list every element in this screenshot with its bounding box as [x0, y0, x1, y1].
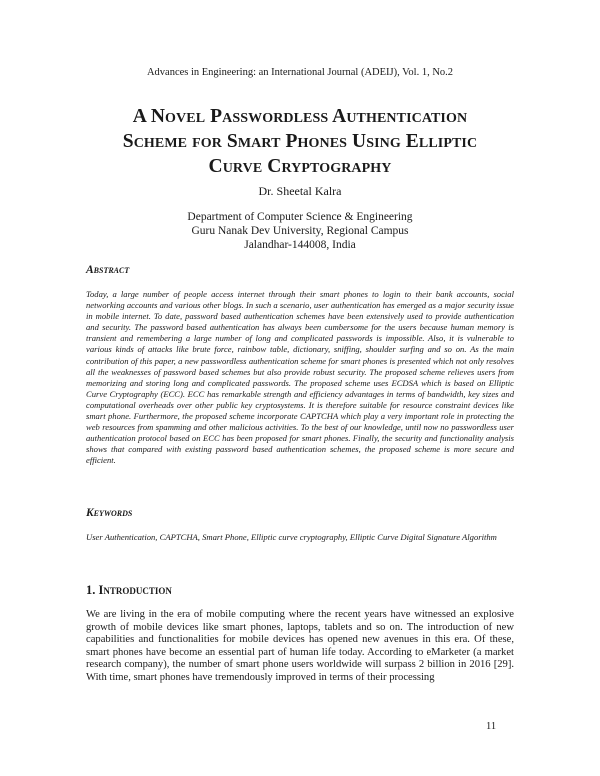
abstract-heading: Abstract [86, 264, 130, 276]
page-number: 11 [486, 721, 497, 732]
title-line: Scheme for Smart Phones Using Elliptic [122, 131, 478, 152]
paper-title [60, 104, 540, 179]
keywords-heading: Keywords [86, 507, 133, 519]
title-line: A Novel Passwordless Authentication [132, 106, 468, 127]
author-name: Dr. Sheetal Kalra [258, 184, 342, 198]
affiliation-line: Department of Computer Science & Engineering [187, 211, 413, 223]
affiliation-line: Guru Nanak Dev University, Regional Campus [191, 225, 409, 237]
keywords-text: User Authentication, CAPTCHA, Smart Phone, Elliptic curve cryptography, Elliptic Curve Digital Signature Algorithm [86, 532, 497, 542]
introduction-text: We are living in the era of mobile computing where the recent years have witnessed an explosive growth of mobile devices like smart phones, laptops, tablets and so on. The introduction of new capabilities and functionalities for mobile devices has opened new avenues in this era. Of these, smart phones have become an essential part of human life today. According to eMarketer (a market research company), the number of smart phone users worldwide will surpass 2 billion in 2016 [29]. With time, smart phones have tremendously improved in terms of their processing [86, 609, 514, 683]
title-line: Curve Cryptography [208, 156, 392, 177]
running-header: Advances in Engineering: an International Journal (ADEIJ), Vol. 1, No.2 [146, 67, 454, 78]
affiliation [0, 210, 600, 252]
affiliation-line: Jalandhar-144008, India [244, 239, 356, 251]
introduction-heading: 1. Introduction [86, 583, 172, 597]
abstract-text: Today, a large number of people access internet through their smart phones to login to their bank accounts, social networking accounts and various other blogs. In such a scenario, user authentication has emerged as a major security issue in mobile internet. To date, password based authentication schemes have been extensively used to provide authentication and security. The password based authentication has always been cumbersome for the users because human memory is transient and remembering a large number of long and complicated passwords is impossible. Also, it is vulnerable to various kinds of attacks like brute force, rainbow table, dictionary, sniffing, shoulder surfing and so on. As the main contribution of this paper, a new passwordless authentication scheme for smart phones is presented which not only resolves all the weaknesses of password based schemes but also provide robust security. The proposed scheme relieves users from memorizing and storing long and complicated passwords. The proposed scheme uses ECDSA which is based on Elliptic Curve Cryptography (ECC). ECC has remarkable strength and efficiency advantages in terms of bandwidth, key sizes and computational overheads over other public key cryptosystems. It is therefore suitable for resource constraint devices like smart phone. Furthermore, the proposed scheme incorporate CAPTCHA which play a very important role in protecting the web resources from spamming and other malicious activities. To the best of our knowledge, until now no passwordless user authentication protocol based on ECC has been proposed for smart phones. Finally, the security and functionality analysis shows that compared with existing password based authentication schemes, the proposed scheme is more secure and efficient. [86, 289, 514, 466]
